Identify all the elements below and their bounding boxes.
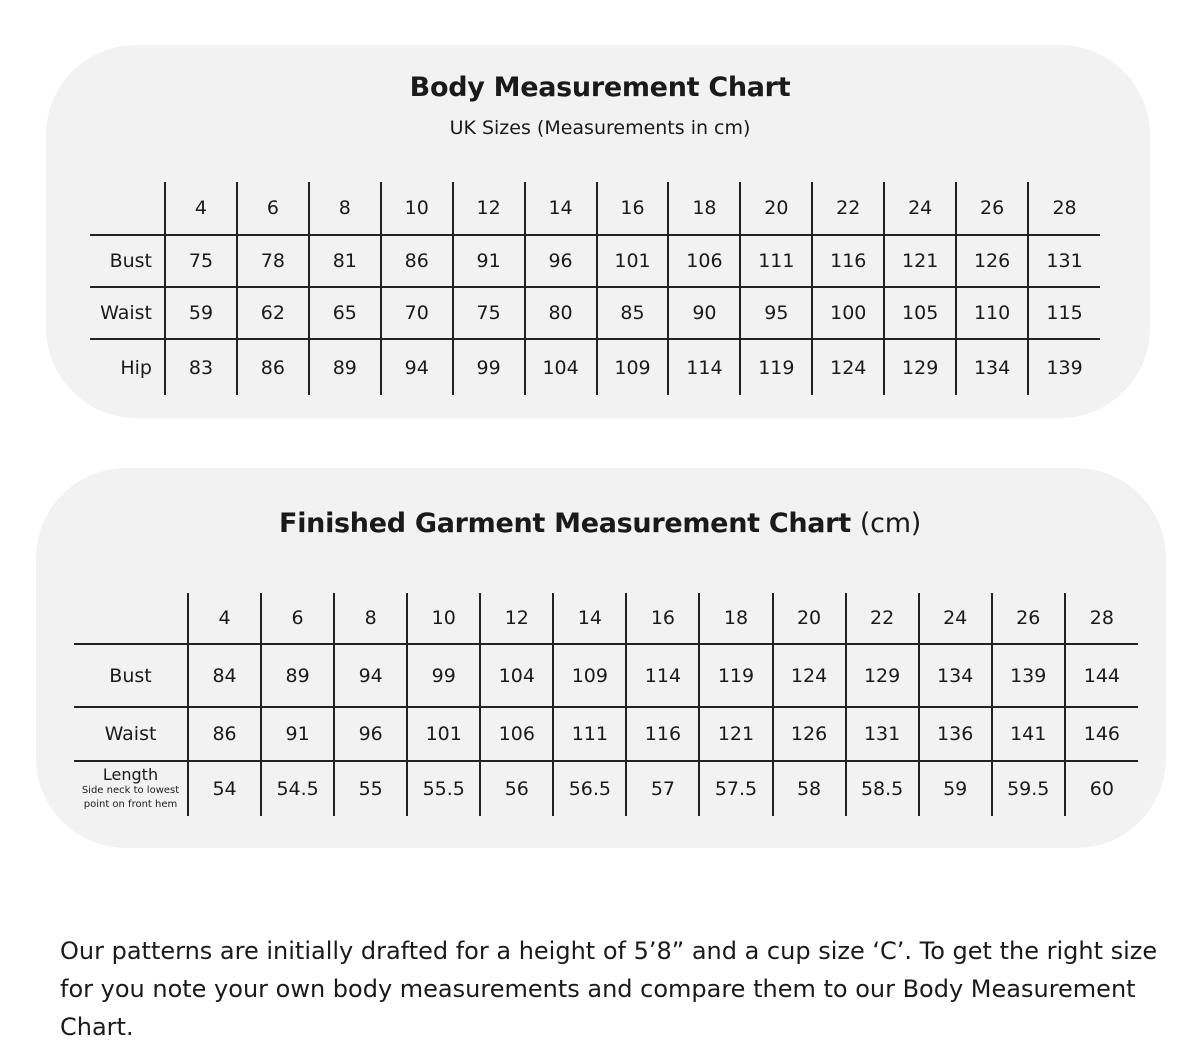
garment-cell: 146 (1065, 707, 1138, 761)
body-cell: 96 (525, 235, 597, 287)
body-cell: 106 (668, 235, 740, 287)
body-cell: 75 (165, 235, 237, 287)
body-size-header: 18 (668, 182, 740, 235)
garment-row-label (74, 761, 188, 816)
garment-cell: 60 (1065, 761, 1138, 816)
garment-cell: 119 (699, 644, 772, 707)
garment-size-header: 24 (919, 593, 992, 644)
garment-cell: 58 (773, 761, 846, 816)
garment-cell: 57 (626, 761, 699, 816)
garment-cell: 141 (992, 707, 1065, 761)
body-cell: 86 (237, 339, 309, 395)
garment-cell: 96 (334, 707, 407, 761)
body-cell: 110 (956, 287, 1028, 339)
body-size-header: 14 (525, 182, 597, 235)
body-cell: 119 (740, 339, 812, 395)
body-cell: 86 (381, 235, 453, 287)
garment-size-header: 8 (334, 593, 407, 644)
garment-size-header: 6 (261, 593, 334, 644)
body-cell: 59 (165, 287, 237, 339)
body-row-hip (90, 339, 1100, 395)
body-size-header: 6 (237, 182, 309, 235)
garment-chart-title (0, 508, 1200, 539)
body-cell: 126 (956, 235, 1028, 287)
garment-size-header: 20 (773, 593, 846, 644)
body-size-header: 26 (956, 182, 1028, 235)
garment-corner-cell (74, 593, 188, 644)
body-cell: 131 (1028, 235, 1100, 287)
garment-cell: 54 (188, 761, 261, 816)
sizing-note: Our patterns are initially drafted for a height of 5’8” and a cup size ‘C’. To get the right size for you note your own body measurements and compare them to our Body Measurement Chart. (60, 937, 1158, 1041)
body-cell: 75 (453, 287, 525, 339)
garment-cell: 58.5 (846, 761, 919, 816)
body-cell: 116 (812, 235, 884, 287)
garment-size-header: 26 (992, 593, 1065, 644)
body-corner-cell (90, 182, 165, 235)
body-size-header: 16 (597, 182, 669, 235)
body-chart-subtitle: UK Sizes (Measurements in cm) (449, 117, 751, 139)
body-row-label: Hip (120, 356, 152, 379)
body-size-header: 22 (812, 182, 884, 235)
garment-cell: 56.5 (553, 761, 626, 816)
body-cell: 114 (668, 339, 740, 395)
garment-row-bust (74, 644, 1138, 707)
body-size-header: 10 (381, 182, 453, 235)
garment-cell: 139 (992, 644, 1065, 707)
body-cell: 90 (668, 287, 740, 339)
garment-cell: 86 (188, 707, 261, 761)
garment-cell: 55 (334, 761, 407, 816)
garment-cell: 111 (553, 707, 626, 761)
body-row-waist (90, 287, 1100, 339)
body-size-header: 12 (453, 182, 525, 235)
body-cell: 85 (597, 287, 669, 339)
garment-chart-title-unit: (cm) (859, 508, 921, 539)
garment-cell: 144 (1065, 644, 1138, 707)
body-row-label: Waist (90, 287, 165, 339)
garment-cell: 136 (919, 707, 992, 761)
garment-chart-title-text: Finished Garment Measurement Chart (279, 508, 851, 539)
body-size-header: 28 (1028, 182, 1100, 235)
garment-cell: 55.5 (407, 761, 480, 816)
garment-size-header: 4 (188, 593, 261, 644)
body-cell: 99 (453, 339, 525, 395)
garment-row-label: Bust (74, 644, 188, 707)
garment-size-header: 18 (699, 593, 772, 644)
garment-cell: 104 (480, 644, 553, 707)
body-cell: 101 (597, 235, 669, 287)
garment-cell: 59.5 (992, 761, 1065, 816)
garment-cell: 131 (846, 707, 919, 761)
garment-measurement-table (74, 593, 1138, 816)
garment-cell: 89 (261, 644, 334, 707)
garment-size-header-row (74, 593, 1138, 644)
garment-cell: 94 (334, 644, 407, 707)
body-measurement-table (90, 182, 1100, 395)
body-cell: 104 (525, 339, 597, 395)
body-cell: 83 (165, 339, 237, 395)
garment-cell: 109 (553, 644, 626, 707)
body-size-header: 8 (309, 182, 381, 235)
garment-size-header: 28 (1065, 593, 1138, 644)
body-cell: 95 (740, 287, 812, 339)
garment-cell: 106 (480, 707, 553, 761)
garment-size-header: 16 (626, 593, 699, 644)
body-size-header: 4 (165, 182, 237, 235)
body-cell: 65 (309, 287, 381, 339)
body-row-label: Bust (90, 235, 165, 287)
garment-cell: 56 (480, 761, 553, 816)
body-row-bust (90, 235, 1100, 287)
garment-cell: 99 (407, 644, 480, 707)
garment-cell: 129 (846, 644, 919, 707)
body-cell: 124 (812, 339, 884, 395)
body-cell: 134 (956, 339, 1028, 395)
garment-row-length (74, 761, 1138, 816)
body-cell: 62 (237, 287, 309, 339)
garment-cell: 101 (407, 707, 480, 761)
body-cell: 78 (237, 235, 309, 287)
body-cell: 111 (740, 235, 812, 287)
body-size-header-row (90, 182, 1100, 235)
garment-size-header: 14 (553, 593, 626, 644)
garment-row-label-sub: Side neck to lowest point on front hem (81, 785, 180, 810)
garment-cell: 116 (626, 707, 699, 761)
garment-size-header: 12 (480, 593, 553, 644)
garment-row-waist (74, 707, 1138, 761)
garment-cell: 124 (773, 644, 846, 707)
body-size-header: 20 (740, 182, 812, 235)
body-cell: 94 (381, 339, 453, 395)
garment-row-label-main: Length (102, 765, 159, 784)
body-chart-title: Body Measurement Chart (409, 72, 791, 103)
garment-cell: 121 (699, 707, 772, 761)
body-cell: 139 (1028, 339, 1100, 395)
body-cell: 89 (309, 339, 381, 395)
garment-cell: 114 (626, 644, 699, 707)
body-cell: 80 (525, 287, 597, 339)
garment-cell: 54.5 (261, 761, 334, 816)
garment-cell: 126 (773, 707, 846, 761)
body-cell: 91 (453, 235, 525, 287)
body-cell: 129 (884, 339, 956, 395)
body-cell: 70 (381, 287, 453, 339)
body-cell: 105 (884, 287, 956, 339)
body-cell: 100 (812, 287, 884, 339)
body-cell: 115 (1028, 287, 1100, 339)
body-size-header: 24 (884, 182, 956, 235)
garment-row-label: Waist (74, 707, 188, 761)
garment-cell: 57.5 (699, 761, 772, 816)
garment-cell: 91 (261, 707, 334, 761)
body-cell: 109 (597, 339, 669, 395)
garment-size-header: 22 (846, 593, 919, 644)
body-cell: 81 (309, 235, 381, 287)
garment-cell: 84 (188, 644, 261, 707)
body-cell: 121 (884, 235, 956, 287)
garment-cell: 134 (919, 644, 992, 707)
garment-size-header: 10 (407, 593, 480, 644)
garment-cell: 59 (919, 761, 992, 816)
